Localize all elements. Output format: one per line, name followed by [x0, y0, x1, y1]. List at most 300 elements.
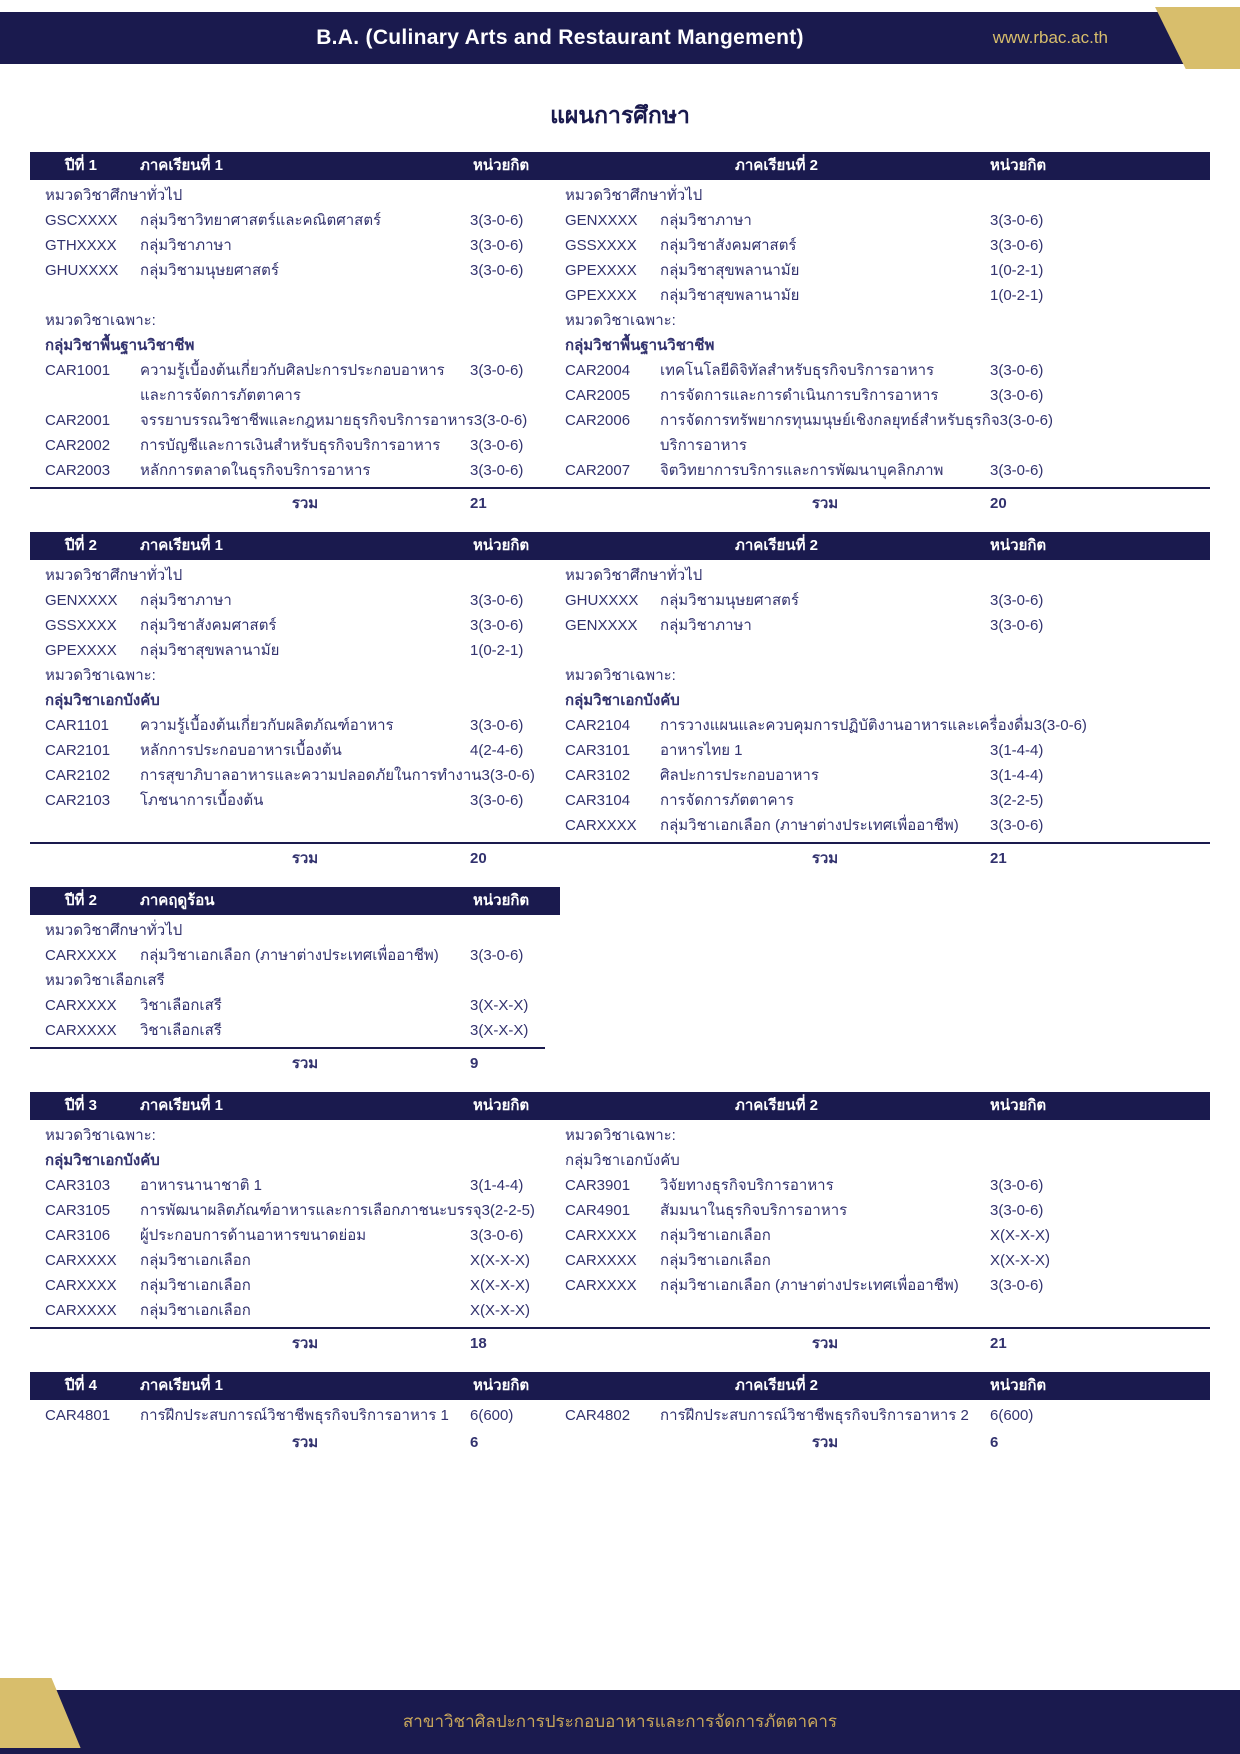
course-row [565, 588, 1065, 613]
blank-row [565, 1298, 1065, 1323]
study-plan-table [30, 1092, 1210, 1359]
section-header-row: หมวดวิชาเฉพาะ: [45, 1127, 156, 1144]
semester-column [565, 183, 1065, 483]
course-row [45, 613, 545, 638]
course-name [140, 588, 470, 613]
course-row [565, 258, 1065, 283]
course-row [45, 713, 545, 738]
course-credit: 1(0-2-1) [990, 262, 1044, 279]
course-name-line: การสุขาภิบาลอาหารและความปลอดภัยในการทำงาน [140, 767, 482, 784]
course-code: GPEXXXX [565, 287, 637, 304]
course-row [565, 383, 1065, 408]
semester-label: ภาคเรียนที่ 2 [735, 157, 818, 174]
course-code: CARXXXX [45, 1022, 117, 1039]
course-credit: 3(3-0-6) [470, 1227, 524, 1244]
total-credits: 6 [470, 1434, 479, 1451]
total-half [45, 1049, 545, 1079]
section-header-row: หมวดวิชาศึกษาทั่วไป [45, 187, 183, 204]
total-half [45, 1329, 545, 1359]
course-name [140, 713, 470, 738]
course-name [660, 358, 990, 383]
course-code: CARXXXX [45, 1252, 117, 1269]
course-row [565, 1273, 1065, 1298]
course-credit: 3(3-0-6) [990, 592, 1044, 609]
page-title: แผนการศึกษา [550, 102, 690, 128]
course-row [45, 1018, 545, 1043]
course-credit: X(X-X-X) [990, 1227, 1050, 1244]
total-half [45, 844, 545, 874]
course-credit: 3(1-4-4) [990, 767, 1044, 784]
course-credit: 3(3-0-6) [990, 462, 1044, 479]
course-code: CAR3104 [565, 792, 631, 809]
header-bar [0, 12, 1240, 64]
course-name [660, 383, 990, 408]
course-name [140, 208, 470, 233]
course-code: CARXXXX [565, 1252, 637, 1269]
course-name-line: กลุ่มวิชาสุขพลานามัย [140, 642, 280, 659]
course-name-line: กลุ่มวิชามนุษยศาสตร์ [140, 262, 279, 279]
total-credits: 21 [990, 850, 1007, 867]
course-name [140, 1298, 470, 1323]
footer-bar [0, 1690, 1240, 1754]
table-body [30, 560, 1210, 838]
section-header-row: หมวดวิชาศึกษาทั่วไป [565, 567, 703, 584]
course-credit: 3(3-0-6) [990, 617, 1044, 634]
course-name [140, 358, 470, 408]
website-link[interactable]: www.rbac.ac.th [992, 28, 1108, 47]
course-credit: 3(3-0-6) [1033, 717, 1087, 734]
course-row [45, 1223, 545, 1248]
course-credit: 3(3-0-6) [470, 212, 524, 229]
course-code: CAR2007 [565, 462, 631, 479]
course-name-line: จรรยาบรรณวิชาชีพและกฎหมายธุรกิจบริการอาหาร [140, 412, 474, 429]
course-name [660, 283, 990, 308]
section-header-row: หมวดวิชาศึกษาทั่วไป [45, 567, 183, 584]
course-credit: 3(3-0-6) [470, 437, 524, 454]
course-name [140, 1198, 482, 1223]
section-header-row: หมวดวิชาเฉพาะ: [45, 312, 156, 329]
table-header-bar [30, 1092, 1210, 1120]
course-name [660, 588, 990, 613]
course-code: CAR3901 [565, 1177, 631, 1194]
course-credit: 3(3-0-6) [470, 237, 524, 254]
program-title: B.A. (Culinary Arts and Restaurant Mangement) [316, 26, 804, 49]
course-row [45, 943, 545, 968]
course-code: CAR1001 [45, 362, 111, 379]
course-code: GENXXXX [45, 592, 118, 609]
table-header-bar [30, 532, 1210, 560]
course-row [45, 1403, 545, 1428]
course-row [45, 993, 545, 1018]
course-code: CAR4802 [565, 1407, 631, 1424]
credit-header-label: หน่วยกิต [473, 1097, 530, 1114]
study-plan-table [30, 152, 1210, 519]
course-credit: X(X-X-X) [470, 1302, 530, 1319]
blank-row [565, 638, 1065, 663]
total-label: รวม [291, 1335, 319, 1352]
course-code: CAR4901 [565, 1202, 631, 1219]
course-credit: 3(2-2-5) [481, 1202, 535, 1219]
credit-header-label: หน่วยกิต [473, 1377, 530, 1394]
semester-column [45, 1403, 545, 1428]
course-row [45, 358, 545, 408]
course-name-line: กลุ่มวิชาเอกเลือก (ภาษาต่างประเทศเพื่ออาชีพ) [660, 1277, 959, 1294]
total-label: รวม [291, 495, 319, 512]
course-name-line: การจัดการและการดำเนินการบริการอาหาร [660, 387, 939, 404]
course-name [140, 408, 474, 433]
course-code: CAR1101 [45, 717, 109, 734]
table-header-bar [30, 1372, 1210, 1400]
course-name [140, 738, 470, 763]
total-credits: 21 [990, 1335, 1007, 1352]
course-credit: 3(3-0-6) [999, 412, 1054, 429]
course-name-line: การบัญชีและการเงินสำหรับธุรกิจบริการอาหาร [140, 437, 441, 454]
section-header-row: หมวดวิชาเฉพาะ: [565, 312, 676, 329]
course-name [140, 613, 470, 638]
course-code: CAR2003 [45, 462, 111, 479]
course-code: CARXXXX [565, 1227, 637, 1244]
total-half [45, 1428, 545, 1458]
course-row [565, 813, 1065, 838]
course-name-line: สัมมนาในธุรกิจบริการอาหาร [660, 1202, 848, 1219]
course-name-line: การจัดการภัตตาคาร [660, 792, 794, 809]
course-name-line: หลักการประกอบอาหารเบื้องต้น [140, 742, 342, 759]
year-label: ปีที่ 2 [65, 892, 97, 909]
total-half [45, 489, 545, 519]
course-name [660, 1248, 990, 1273]
course-credit: 3(2-2-5) [990, 792, 1044, 809]
total-credits: 20 [470, 850, 487, 867]
section-header-row: กลุ่มวิชาเอกบังคับ [45, 1152, 160, 1169]
year-label: ปีที่ 3 [65, 1097, 97, 1114]
section-header-row: หมวดวิชาศึกษาทั่วไป [45, 922, 183, 939]
credit-header-label: หน่วยกิต [990, 1377, 1047, 1394]
credit-header-label: หน่วยกิต [990, 1097, 1047, 1114]
course-code: GHUXXXX [45, 262, 119, 279]
course-credit: 1(0-2-1) [990, 287, 1044, 304]
course-name [660, 763, 990, 788]
course-name [660, 208, 990, 233]
section-header-row: กลุ่มวิชาพื้นฐานวิชาชีพ [45, 337, 195, 354]
course-row [45, 588, 545, 613]
study-plan-tables [30, 152, 1210, 1471]
course-code: CARXXXX [565, 1277, 637, 1294]
semester-label: ภาคเรียนที่ 1 [140, 1097, 223, 1114]
course-code: GSCXXXX [45, 212, 118, 229]
course-code: CAR2006 [565, 412, 631, 429]
course-credit: 3(3-0-6) [990, 362, 1044, 379]
total-label: รวม [291, 1055, 319, 1072]
course-name [660, 788, 990, 813]
course-code: CAR2001 [45, 412, 111, 429]
course-code: CARXXXX [45, 1302, 117, 1319]
course-row [565, 1198, 1065, 1223]
study-plan-table [30, 532, 1210, 874]
year-label: ปีที่ 1 [65, 157, 97, 174]
course-credit: 3(1-4-4) [990, 742, 1044, 759]
course-name-line: กลุ่มวิชาเอกเลือก [660, 1227, 771, 1244]
course-row [45, 208, 545, 233]
course-row [45, 408, 545, 433]
course-name-line: และการจัดการภัตตาคาร [140, 387, 301, 404]
section-header-row: หมวดวิชาเฉพาะ: [45, 667, 156, 684]
course-name-line: กลุ่มวิชาเอกเลือก (ภาษาต่างประเทศเพื่ออาชีพ) [140, 947, 439, 964]
course-code: CAR2101 [45, 742, 111, 759]
table-body [30, 1400, 1210, 1428]
total-credits: 6 [990, 1434, 999, 1451]
total-label: รวม [811, 850, 839, 867]
course-credit: 3(3-0-6) [470, 362, 524, 379]
course-credit: X(X-X-X) [990, 1252, 1050, 1269]
course-name [140, 1273, 470, 1298]
course-row [565, 208, 1065, 233]
course-row [565, 788, 1065, 813]
course-name [140, 1403, 470, 1428]
semester-label: ภาคเรียนที่ 2 [735, 1377, 818, 1394]
course-name-line: ศิลปะการประกอบอาหาร [660, 767, 819, 784]
course-code: CAR2104 [565, 717, 631, 734]
course-name [140, 638, 470, 663]
course-name [140, 1018, 470, 1043]
course-name [660, 1403, 990, 1428]
course-code: CAR2005 [565, 387, 631, 404]
course-row [565, 1248, 1065, 1273]
course-name [140, 1223, 470, 1248]
total-half [565, 844, 1065, 874]
course-code: GPEXXXX [45, 642, 117, 659]
course-name-line: กลุ่มวิชาเอกเลือก [140, 1302, 251, 1319]
course-name-line: เทคโนโลยีดิจิทัลสำหรับธุรกิจบริการอาหาร [660, 362, 935, 379]
total-row [30, 1428, 1210, 1458]
semester-column [45, 1123, 545, 1323]
course-credit: 3(3-0-6) [470, 717, 524, 734]
total-half [565, 1428, 1065, 1458]
course-credit: 3(3-0-6) [990, 1177, 1044, 1194]
course-name-line: กลุ่มวิชาสังคมศาสตร์ [660, 237, 797, 254]
semester-label: ภาคเรียนที่ 2 [735, 1097, 818, 1114]
course-name [660, 1173, 990, 1198]
credit-header-label: หน่วยกิต [473, 892, 530, 909]
course-name-line: กลุ่มวิชาสังคมศาสตร์ [140, 617, 277, 634]
course-code: CARXXXX [45, 997, 117, 1014]
course-name-line: กลุ่มวิชาสุขพลานามัย [660, 262, 800, 279]
course-code: GENXXXX [565, 212, 638, 229]
course-name [140, 1173, 470, 1198]
course-credit: 6(600) [470, 1407, 514, 1424]
year-label: ปีที่ 4 [65, 1377, 97, 1394]
section-header-row: หมวดวิชาเลือกเสรี [45, 972, 165, 989]
course-name-line: จิตวิทยาการบริการและการพัฒนาบุคลิกภาพ [660, 462, 944, 479]
course-name [660, 738, 990, 763]
course-code: CAR4801 [45, 1407, 111, 1424]
course-name-line: การจัดการทรัพยากรทุนมนุษย์เชิงกลยุทธ์สำหรับธุรกิจ [660, 412, 1000, 429]
credit-header-label: หน่วยกิต [990, 537, 1047, 554]
course-row [565, 613, 1065, 638]
course-row [565, 763, 1065, 788]
course-name [660, 1223, 990, 1248]
course-credit: 3(3-0-6) [990, 817, 1044, 834]
course-name [140, 993, 470, 1018]
course-name-line: กลุ่มวิชาสุขพลานามัย [660, 287, 800, 304]
course-credit: 3(X-X-X) [470, 1022, 529, 1039]
total-label: รวม [811, 1335, 839, 1352]
course-name-line: ความรู้เบื้องต้นเกี่ยวกับศิลปะการประกอบอาหาร [140, 362, 445, 379]
course-row [45, 258, 545, 283]
section-header-row: กลุ่มวิชาเอกบังคับ [565, 1152, 680, 1169]
course-name [660, 713, 1034, 738]
blank-row [45, 813, 545, 838]
total-label: รวม [291, 850, 319, 867]
course-row [45, 433, 545, 458]
course-row [565, 713, 1087, 738]
course-credit: 3(3-0-6) [481, 767, 535, 784]
course-credit: X(X-X-X) [470, 1277, 530, 1294]
course-credit: 3(3-0-6) [470, 592, 524, 609]
semester-column [565, 1123, 1065, 1323]
total-credits: 20 [990, 495, 1007, 512]
course-name [660, 408, 1000, 458]
course-name-line: ผู้ประกอบการด้านอาหารขนาดย่อม [140, 1227, 367, 1244]
course-credit: 3(3-0-6) [990, 1277, 1044, 1294]
course-credit: 3(3-0-6) [990, 237, 1044, 254]
total-row [30, 1047, 545, 1079]
course-credit: 1(0-2-1) [470, 642, 524, 659]
course-name [660, 458, 990, 483]
credit-header-label: หน่วยกิต [990, 157, 1047, 174]
table-body [30, 915, 1210, 1043]
course-credit: 3(3-0-6) [990, 387, 1044, 404]
course-credit: 3(3-0-6) [990, 1202, 1044, 1219]
credit-header-label: หน่วยกิต [473, 157, 530, 174]
total-half [565, 489, 1065, 519]
course-name [140, 788, 470, 813]
section-header-row: หมวดวิชาเฉพาะ: [565, 667, 676, 684]
total-half [565, 1329, 1065, 1359]
course-code: GENXXXX [565, 617, 638, 634]
course-code: CAR3106 [45, 1227, 111, 1244]
course-name [660, 258, 990, 283]
course-credit: 3(3-0-6) [470, 262, 524, 279]
course-name [140, 458, 470, 483]
course-credit: 3(X-X-X) [470, 997, 529, 1014]
study-plan-table [30, 1372, 1210, 1458]
credit-header-label: หน่วยกิต [473, 537, 530, 554]
semester-column [565, 1403, 1065, 1428]
course-name [140, 233, 470, 258]
course-name [140, 763, 482, 788]
course-name-line: การฝึกประสบการณ์วิชาชีพธุรกิจบริการอาหาร 2 [660, 1407, 969, 1424]
semester-label: ภาคเรียนที่ 2 [735, 537, 818, 554]
section-header-row: หมวดวิชาเฉพาะ: [565, 1127, 676, 1144]
course-row [45, 1173, 545, 1198]
section-header-row: หมวดวิชาศึกษาทั่วไป [565, 187, 703, 204]
course-row [565, 738, 1065, 763]
course-name-line: การฝึกประสบการณ์วิชาชีพธุรกิจบริการอาหาร 1 [140, 1407, 449, 1424]
course-code: GSSXXXX [565, 237, 637, 254]
course-name-line: อาหารไทย 1 [660, 742, 743, 759]
course-name-line: กลุ่มวิชาภาษา [140, 592, 232, 609]
total-label: รวม [811, 1434, 839, 1451]
course-code: CARXXXX [45, 947, 117, 964]
course-row [45, 788, 545, 813]
footer-text: สาขาวิชาศิลปะการประกอบอาหารและการจัดการภัตตาคาร [402, 1712, 838, 1731]
course-code: CAR3102 [565, 767, 631, 784]
course-row [565, 408, 1065, 458]
course-name-line: ความรู้เบื้องต้นเกี่ยวกับผลิตภัณฑ์อาหาร [140, 717, 394, 734]
table-header-bar [30, 152, 1210, 180]
total-row [30, 842, 1210, 874]
course-row [565, 458, 1065, 483]
blank-row [45, 283, 545, 308]
course-name-line: วิชาเลือกเสรี [140, 1022, 222, 1039]
course-code: CAR2103 [45, 792, 111, 809]
course-code: CAR2102 [45, 767, 111, 784]
semester-label: ภาคเรียนที่ 1 [140, 157, 223, 174]
course-name [660, 613, 990, 638]
course-row [45, 233, 545, 258]
total-row [30, 487, 1210, 519]
course-name [140, 1248, 470, 1273]
total-label: รวม [811, 495, 839, 512]
course-row [565, 1223, 1065, 1248]
course-credit: 4(2-4-6) [470, 742, 524, 759]
course-name-line: กลุ่มวิชาเอกเลือก (ภาษาต่างประเทศเพื่ออาชีพ) [660, 817, 959, 834]
table-body [30, 1120, 1210, 1323]
course-name [140, 433, 470, 458]
section-header-row: กลุ่มวิชาเอกบังคับ [565, 692, 680, 709]
semester-label: ภาคฤดูร้อน [140, 892, 215, 909]
course-code: CAR2002 [45, 437, 111, 454]
course-code: CAR3103 [45, 1177, 111, 1194]
course-credit: 3(3-0-6) [470, 792, 524, 809]
course-code: GPEXXXX [565, 262, 637, 279]
course-credit: 3(3-0-6) [470, 617, 524, 634]
course-row [565, 358, 1065, 383]
course-credit: 3(1-4-4) [470, 1177, 524, 1194]
course-code: GSSXXXX [45, 617, 117, 634]
course-name-line: โภชนาการเบื้องต้น [140, 792, 264, 809]
course-code: CAR2004 [565, 362, 631, 379]
course-row [45, 763, 545, 788]
total-credits: 21 [470, 495, 487, 512]
semester-label: ภาคเรียนที่ 1 [140, 1377, 223, 1394]
study-plan-table [30, 887, 1210, 1079]
course-name-line: วิชาเลือกเสรี [140, 997, 222, 1014]
course-row [45, 738, 545, 763]
year-label: ปีที่ 2 [65, 537, 97, 554]
course-name-line: หลักการตลาดในธุรกิจบริการอาหาร [140, 462, 371, 479]
course-name [140, 943, 470, 968]
semester-column [565, 563, 1087, 838]
semester-label: ภาคเรียนที่ 1 [140, 537, 223, 554]
total-row [30, 1327, 1210, 1359]
course-name [660, 233, 990, 258]
total-credits: 9 [470, 1055, 479, 1072]
course-credit: 3(3-0-6) [473, 412, 528, 429]
total-credits: 18 [470, 1335, 487, 1352]
course-name-line: กลุ่มวิชาวิทยาศาสตร์และคณิตศาสตร์ [140, 212, 382, 229]
course-name-line: กลุ่มวิชาภาษา [660, 617, 752, 634]
semester-column [45, 183, 545, 483]
course-name-line: กลุ่มวิชาเอกเลือก [140, 1277, 251, 1294]
course-name [140, 258, 470, 283]
section-header-row: กลุ่มวิชาพื้นฐานวิชาชีพ [565, 337, 715, 354]
semester-column [45, 918, 545, 1043]
course-name [660, 1198, 990, 1223]
course-name [660, 1273, 990, 1298]
course-row [565, 283, 1065, 308]
course-name-line: กลุ่มวิชามนุษยศาสตร์ [660, 592, 799, 609]
